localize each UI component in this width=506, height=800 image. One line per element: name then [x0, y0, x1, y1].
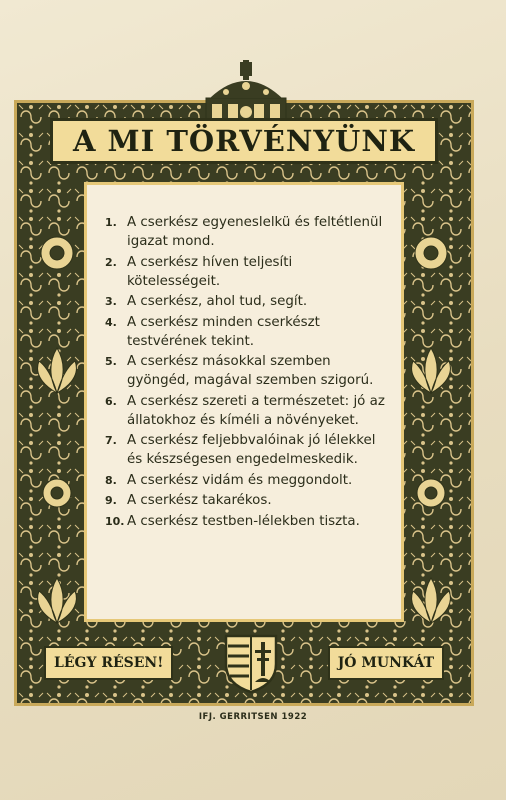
law-number: 4. [105, 315, 117, 329]
law-text: A cserkész testben-lélekben tiszta. [127, 513, 360, 529]
law-number: 10. [105, 514, 125, 528]
list-item [105, 292, 387, 311]
law-number: 9. [105, 494, 117, 507]
law-number: 3. [105, 295, 117, 308]
list-item [105, 352, 387, 390]
law-text: A cserkész egyeneslelkü és feltétlenül igazat mond. [127, 215, 383, 249]
list-item [105, 471, 387, 490]
list-item [105, 431, 387, 469]
title-banner [50, 118, 438, 164]
law-panel [84, 182, 404, 622]
list-item [105, 213, 387, 251]
list-item [105, 512, 387, 531]
law-number: 2. [105, 255, 117, 269]
list-item [105, 313, 387, 351]
law-list [87, 185, 401, 531]
motto-left: LÉGY RÉSEN! [44, 646, 173, 680]
list-item [105, 491, 387, 510]
law-number: 6. [105, 394, 117, 408]
motto-band [44, 638, 444, 688]
law-text: A cserkész minden cserkészt testvérének tekint. [127, 314, 320, 349]
law-text: A cserkész takarékos. [127, 493, 272, 508]
law-number: 8. [105, 473, 117, 487]
law-text: A cserkész vidám és meggondolt. [127, 472, 353, 488]
law-text: A cserkész szereti a természetet: jó az állatokhoz és kíméli a növényeket. [127, 393, 385, 428]
list-item [105, 253, 387, 291]
hungarian-coat-of-arms-icon [220, 632, 282, 694]
motto-right: JÓ MUNKÁT [328, 646, 444, 680]
law-number: 1. [105, 216, 117, 229]
law-text: A cserkész híven teljesíti kötelességeit. [127, 254, 293, 289]
law-number: 5. [105, 355, 117, 368]
law-text: A cserkész másokkal szemben gyöngéd, magával szemben szigorú. [127, 354, 374, 388]
law-text: A cserkész feljebbvalóinak jó lélekkel és készségesen engedelmeskedik. [127, 433, 376, 467]
artist-signature: IFJ. GERRITSEN 1922 [198, 712, 308, 722]
page-title: A MI TÖRVÉNYÜNK [72, 124, 416, 158]
law-number: 7. [105, 434, 117, 447]
law-text: A cserkész, ahol tud, segít. [127, 294, 308, 309]
list-item [105, 392, 387, 430]
